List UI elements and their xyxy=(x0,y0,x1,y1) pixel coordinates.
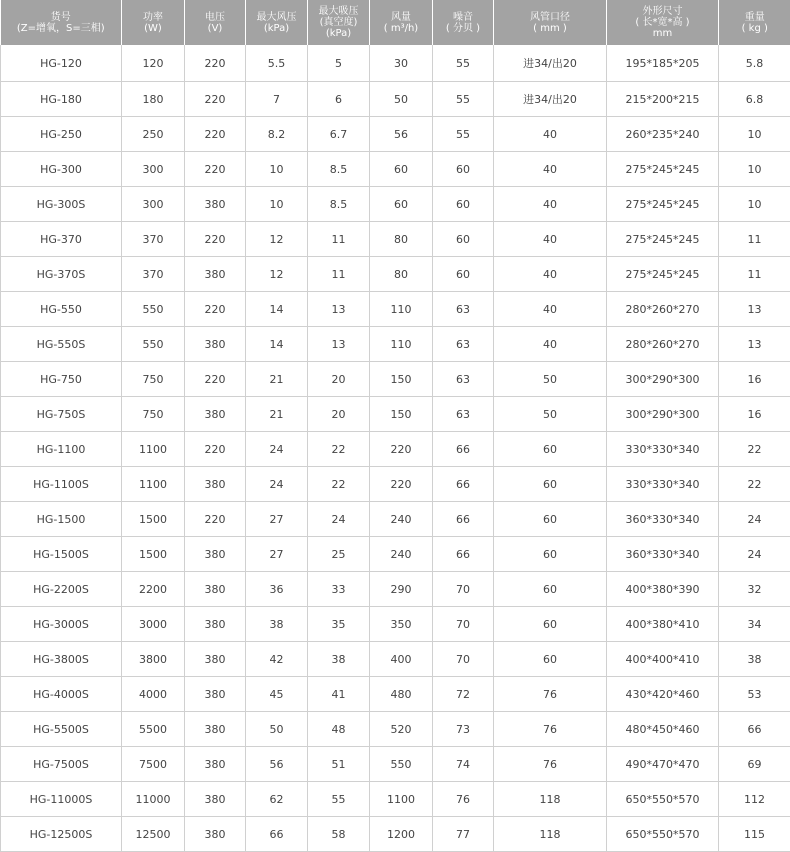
model-cell: HG-370 xyxy=(1,222,122,257)
air-flow-cell: 150 xyxy=(370,397,433,432)
dimensions-cell: 275*245*245 xyxy=(607,152,719,187)
voltage-cell: 380 xyxy=(185,782,246,817)
power-cell: 1100 xyxy=(122,467,185,502)
voltage-cell: 380 xyxy=(185,607,246,642)
pipe-diameter-cell: 40 xyxy=(494,327,607,362)
power-cell: 750 xyxy=(122,397,185,432)
max-pressure-cell: 5.5 xyxy=(246,45,308,82)
max-vacuum-cell: 33 xyxy=(308,572,370,607)
table-row xyxy=(1,607,790,642)
model-cell: HG-7500S xyxy=(1,747,122,782)
max-vacuum-cell: 13 xyxy=(308,292,370,327)
air-flow-cell: 480 xyxy=(370,677,433,712)
weight-cell: 69 xyxy=(719,747,790,782)
voltage-cell: 380 xyxy=(185,187,246,222)
weight-cell: 10 xyxy=(719,187,790,222)
model-cell: HG-2200S xyxy=(1,572,122,607)
power-cell: 2200 xyxy=(122,572,185,607)
max-pressure-cell: 21 xyxy=(246,362,308,397)
spec-table-body xyxy=(1,45,790,852)
table-row xyxy=(1,642,790,677)
weight-cell: 11 xyxy=(719,257,790,292)
power-cell: 250 xyxy=(122,117,185,152)
dimensions-cell: 215*200*215 xyxy=(607,82,719,117)
max-pressure-cell: 56 xyxy=(246,747,308,782)
weight-cell: 16 xyxy=(719,362,790,397)
header-weight: 重量 ( kg ) xyxy=(719,0,790,45)
header-max-vacuum: 最大吸压 (真空度) (kPa) xyxy=(308,0,370,45)
voltage-cell: 380 xyxy=(185,397,246,432)
air-flow-cell: 110 xyxy=(370,292,433,327)
weight-cell: 53 xyxy=(719,677,790,712)
weight-cell: 13 xyxy=(719,292,790,327)
noise-cell: 60 xyxy=(433,152,494,187)
weight-cell: 32 xyxy=(719,572,790,607)
model-cell: HG-750 xyxy=(1,362,122,397)
voltage-cell: 380 xyxy=(185,712,246,747)
weight-cell: 11 xyxy=(719,222,790,257)
air-flow-cell: 110 xyxy=(370,327,433,362)
air-flow-cell: 520 xyxy=(370,712,433,747)
pipe-diameter-cell: 进34/出20 xyxy=(494,82,607,117)
dimensions-cell: 330*330*340 xyxy=(607,467,719,502)
weight-cell: 6.8 xyxy=(719,82,790,117)
pipe-diameter-cell: 60 xyxy=(494,572,607,607)
power-cell: 7500 xyxy=(122,747,185,782)
pipe-diameter-cell: 40 xyxy=(494,222,607,257)
max-vacuum-cell: 11 xyxy=(308,222,370,257)
noise-cell: 73 xyxy=(433,712,494,747)
table-row xyxy=(1,257,790,292)
max-pressure-cell: 27 xyxy=(246,502,308,537)
air-flow-cell: 350 xyxy=(370,607,433,642)
voltage-cell: 220 xyxy=(185,117,246,152)
power-cell: 300 xyxy=(122,152,185,187)
power-cell: 550 xyxy=(122,292,185,327)
dimensions-cell: 650*550*570 xyxy=(607,817,719,852)
model-cell: HG-180 xyxy=(1,82,122,117)
max-vacuum-cell: 11 xyxy=(308,257,370,292)
weight-cell: 10 xyxy=(719,152,790,187)
table-row xyxy=(1,222,790,257)
voltage-cell: 220 xyxy=(185,45,246,82)
model-cell: HG-550 xyxy=(1,292,122,327)
pipe-diameter-cell: 76 xyxy=(494,747,607,782)
power-cell: 120 xyxy=(122,45,185,82)
model-cell: HG-5500S xyxy=(1,712,122,747)
table-row xyxy=(1,572,790,607)
power-cell: 1500 xyxy=(122,537,185,572)
voltage-cell: 220 xyxy=(185,82,246,117)
model-cell: HG-1500 xyxy=(1,502,122,537)
table-row xyxy=(1,782,790,817)
max-pressure-cell: 27 xyxy=(246,537,308,572)
max-vacuum-cell: 58 xyxy=(308,817,370,852)
table-row xyxy=(1,677,790,712)
model-cell: HG-1100S xyxy=(1,467,122,502)
dimensions-cell: 280*260*270 xyxy=(607,292,719,327)
spec-table-header xyxy=(1,0,790,45)
table-row xyxy=(1,327,790,362)
dimensions-cell: 260*235*240 xyxy=(607,117,719,152)
pipe-diameter-cell: 50 xyxy=(494,397,607,432)
max-vacuum-cell: 20 xyxy=(308,397,370,432)
max-pressure-cell: 10 xyxy=(246,187,308,222)
dimensions-cell: 275*245*245 xyxy=(607,222,719,257)
max-vacuum-cell: 8.5 xyxy=(308,187,370,222)
header-max-pressure: 最大风压 (kPa) xyxy=(246,0,308,45)
max-pressure-cell: 42 xyxy=(246,642,308,677)
noise-cell: 60 xyxy=(433,187,494,222)
air-flow-cell: 290 xyxy=(370,572,433,607)
power-cell: 370 xyxy=(122,222,185,257)
pipe-diameter-cell: 76 xyxy=(494,677,607,712)
voltage-cell: 220 xyxy=(185,502,246,537)
model-cell: HG-250 xyxy=(1,117,122,152)
dimensions-cell: 330*330*340 xyxy=(607,432,719,467)
pipe-diameter-cell: 60 xyxy=(494,642,607,677)
table-row xyxy=(1,117,790,152)
dimensions-cell: 480*450*460 xyxy=(607,712,719,747)
dimensions-cell: 360*330*340 xyxy=(607,502,719,537)
dimensions-cell: 400*400*410 xyxy=(607,642,719,677)
header-power: 功率 (W) xyxy=(122,0,185,45)
pipe-diameter-cell: 40 xyxy=(494,117,607,152)
power-cell: 5500 xyxy=(122,712,185,747)
pipe-diameter-cell: 60 xyxy=(494,537,607,572)
max-pressure-cell: 12 xyxy=(246,257,308,292)
table-row xyxy=(1,502,790,537)
pipe-diameter-cell: 60 xyxy=(494,502,607,537)
air-flow-cell: 50 xyxy=(370,82,433,117)
power-cell: 1100 xyxy=(122,432,185,467)
max-vacuum-cell: 55 xyxy=(308,782,370,817)
table-row xyxy=(1,817,790,852)
weight-cell: 13 xyxy=(719,327,790,362)
voltage-cell: 380 xyxy=(185,642,246,677)
max-vacuum-cell: 48 xyxy=(308,712,370,747)
max-vacuum-cell: 13 xyxy=(308,327,370,362)
header-model: 货号 (Z=增氧，S=三相) xyxy=(1,0,122,45)
noise-cell: 77 xyxy=(433,817,494,852)
power-cell: 750 xyxy=(122,362,185,397)
model-cell: HG-550S xyxy=(1,327,122,362)
air-flow-cell: 220 xyxy=(370,432,433,467)
power-cell: 370 xyxy=(122,257,185,292)
power-cell: 3800 xyxy=(122,642,185,677)
voltage-cell: 380 xyxy=(185,677,246,712)
voltage-cell: 220 xyxy=(185,152,246,187)
model-cell: HG-3800S xyxy=(1,642,122,677)
model-cell: HG-300S xyxy=(1,187,122,222)
max-vacuum-cell: 24 xyxy=(308,502,370,537)
voltage-cell: 220 xyxy=(185,432,246,467)
table-row xyxy=(1,152,790,187)
max-pressure-cell: 12 xyxy=(246,222,308,257)
dimensions-cell: 360*330*340 xyxy=(607,537,719,572)
max-vacuum-cell: 8.5 xyxy=(308,152,370,187)
noise-cell: 55 xyxy=(433,45,494,82)
air-flow-cell: 1100 xyxy=(370,782,433,817)
noise-cell: 74 xyxy=(433,747,494,782)
voltage-cell: 220 xyxy=(185,222,246,257)
max-vacuum-cell: 41 xyxy=(308,677,370,712)
air-flow-cell: 60 xyxy=(370,152,433,187)
table-row xyxy=(1,747,790,782)
max-vacuum-cell: 25 xyxy=(308,537,370,572)
model-cell: HG-300 xyxy=(1,152,122,187)
voltage-cell: 380 xyxy=(185,747,246,782)
noise-cell: 55 xyxy=(433,82,494,117)
voltage-cell: 220 xyxy=(185,362,246,397)
model-cell: HG-12500S xyxy=(1,817,122,852)
max-pressure-cell: 62 xyxy=(246,782,308,817)
max-pressure-cell: 24 xyxy=(246,467,308,502)
header-noise: 噪音 ( 分贝 ) xyxy=(433,0,494,45)
pipe-diameter-cell: 118 xyxy=(494,817,607,852)
table-row xyxy=(1,362,790,397)
weight-cell: 22 xyxy=(719,467,790,502)
table-row xyxy=(1,467,790,502)
power-cell: 550 xyxy=(122,327,185,362)
noise-cell: 70 xyxy=(433,642,494,677)
pipe-diameter-cell: 40 xyxy=(494,257,607,292)
max-pressure-cell: 14 xyxy=(246,292,308,327)
table-row xyxy=(1,292,790,327)
power-cell: 12500 xyxy=(122,817,185,852)
voltage-cell: 380 xyxy=(185,537,246,572)
noise-cell: 76 xyxy=(433,782,494,817)
table-row xyxy=(1,397,790,432)
table-row xyxy=(1,432,790,467)
dimensions-cell: 280*260*270 xyxy=(607,327,719,362)
dimensions-cell: 275*245*245 xyxy=(607,257,719,292)
max-pressure-cell: 10 xyxy=(246,152,308,187)
voltage-cell: 380 xyxy=(185,817,246,852)
power-cell: 300 xyxy=(122,187,185,222)
voltage-cell: 380 xyxy=(185,467,246,502)
max-vacuum-cell: 6 xyxy=(308,82,370,117)
header-dimensions: 外形尺寸 ( 长*宽*高 ) mm xyxy=(607,0,719,45)
weight-cell: 24 xyxy=(719,502,790,537)
max-vacuum-cell: 38 xyxy=(308,642,370,677)
voltage-cell: 220 xyxy=(185,292,246,327)
voltage-cell: 380 xyxy=(185,572,246,607)
max-vacuum-cell: 20 xyxy=(308,362,370,397)
voltage-cell: 380 xyxy=(185,257,246,292)
model-cell: HG-3000S xyxy=(1,607,122,642)
max-pressure-cell: 45 xyxy=(246,677,308,712)
pipe-diameter-cell: 进34/出20 xyxy=(494,45,607,82)
header-pipe-diameter: 风管口径 ( mm ) xyxy=(494,0,607,45)
power-cell: 4000 xyxy=(122,677,185,712)
max-vacuum-cell: 35 xyxy=(308,607,370,642)
max-pressure-cell: 14 xyxy=(246,327,308,362)
weight-cell: 38 xyxy=(719,642,790,677)
max-pressure-cell: 66 xyxy=(246,817,308,852)
table-row xyxy=(1,82,790,117)
dimensions-cell: 300*290*300 xyxy=(607,362,719,397)
air-flow-cell: 1200 xyxy=(370,817,433,852)
max-pressure-cell: 50 xyxy=(246,712,308,747)
power-cell: 11000 xyxy=(122,782,185,817)
max-vacuum-cell: 51 xyxy=(308,747,370,782)
weight-cell: 22 xyxy=(719,432,790,467)
air-flow-cell: 150 xyxy=(370,362,433,397)
model-cell: HG-370S xyxy=(1,257,122,292)
noise-cell: 55 xyxy=(433,117,494,152)
max-pressure-cell: 7 xyxy=(246,82,308,117)
air-flow-cell: 240 xyxy=(370,537,433,572)
noise-cell: 63 xyxy=(433,327,494,362)
power-cell: 3000 xyxy=(122,607,185,642)
air-flow-cell: 60 xyxy=(370,187,433,222)
noise-cell: 63 xyxy=(433,292,494,327)
dimensions-cell: 300*290*300 xyxy=(607,397,719,432)
weight-cell: 115 xyxy=(719,817,790,852)
weight-cell: 112 xyxy=(719,782,790,817)
dimensions-cell: 430*420*460 xyxy=(607,677,719,712)
dimensions-cell: 400*380*410 xyxy=(607,607,719,642)
air-flow-cell: 56 xyxy=(370,117,433,152)
noise-cell: 66 xyxy=(433,537,494,572)
air-flow-cell: 80 xyxy=(370,222,433,257)
max-vacuum-cell: 5 xyxy=(308,45,370,82)
max-pressure-cell: 24 xyxy=(246,432,308,467)
max-vacuum-cell: 22 xyxy=(308,467,370,502)
air-flow-cell: 30 xyxy=(370,45,433,82)
pipe-diameter-cell: 60 xyxy=(494,432,607,467)
max-vacuum-cell: 22 xyxy=(308,432,370,467)
weight-cell: 5.8 xyxy=(719,45,790,82)
pipe-diameter-cell: 60 xyxy=(494,467,607,502)
noise-cell: 70 xyxy=(433,572,494,607)
voltage-cell: 380 xyxy=(185,327,246,362)
model-cell: HG-4000S xyxy=(1,677,122,712)
max-vacuum-cell: 6.7 xyxy=(308,117,370,152)
noise-cell: 66 xyxy=(433,502,494,537)
weight-cell: 24 xyxy=(719,537,790,572)
table-row xyxy=(1,537,790,572)
weight-cell: 66 xyxy=(719,712,790,747)
header-row xyxy=(1,0,790,45)
pipe-diameter-cell: 60 xyxy=(494,607,607,642)
max-pressure-cell: 38 xyxy=(246,607,308,642)
header-voltage: 电压 (V) xyxy=(185,0,246,45)
pipe-diameter-cell: 76 xyxy=(494,712,607,747)
table-row xyxy=(1,45,790,82)
pipe-diameter-cell: 40 xyxy=(494,152,607,187)
model-cell: HG-11000S xyxy=(1,782,122,817)
table-row xyxy=(1,187,790,222)
pipe-diameter-cell: 40 xyxy=(494,292,607,327)
pipe-diameter-cell: 50 xyxy=(494,362,607,397)
pipe-diameter-cell: 118 xyxy=(494,782,607,817)
max-pressure-cell: 21 xyxy=(246,397,308,432)
model-cell: HG-120 xyxy=(1,45,122,82)
weight-cell: 10 xyxy=(719,117,790,152)
table-row xyxy=(1,712,790,747)
noise-cell: 66 xyxy=(433,432,494,467)
model-cell: HG-1500S xyxy=(1,537,122,572)
dimensions-cell: 650*550*570 xyxy=(607,782,719,817)
weight-cell: 34 xyxy=(719,607,790,642)
air-flow-cell: 80 xyxy=(370,257,433,292)
max-pressure-cell: 36 xyxy=(246,572,308,607)
dimensions-cell: 195*185*205 xyxy=(607,45,719,82)
noise-cell: 72 xyxy=(433,677,494,712)
pipe-diameter-cell: 40 xyxy=(494,187,607,222)
dimensions-cell: 400*380*390 xyxy=(607,572,719,607)
noise-cell: 60 xyxy=(433,257,494,292)
noise-cell: 60 xyxy=(433,222,494,257)
dimensions-cell: 490*470*470 xyxy=(607,747,719,782)
noise-cell: 63 xyxy=(433,362,494,397)
air-flow-cell: 400 xyxy=(370,642,433,677)
noise-cell: 63 xyxy=(433,397,494,432)
power-cell: 1500 xyxy=(122,502,185,537)
header-air-flow: 风量 ( m³/h) xyxy=(370,0,433,45)
air-flow-cell: 240 xyxy=(370,502,433,537)
model-cell: HG-750S xyxy=(1,397,122,432)
max-pressure-cell: 8.2 xyxy=(246,117,308,152)
model-cell: HG-1100 xyxy=(1,432,122,467)
weight-cell: 16 xyxy=(719,397,790,432)
air-flow-cell: 550 xyxy=(370,747,433,782)
air-flow-cell: 220 xyxy=(370,467,433,502)
noise-cell: 70 xyxy=(433,607,494,642)
dimensions-cell: 275*245*245 xyxy=(607,187,719,222)
power-cell: 180 xyxy=(122,82,185,117)
noise-cell: 66 xyxy=(433,467,494,502)
